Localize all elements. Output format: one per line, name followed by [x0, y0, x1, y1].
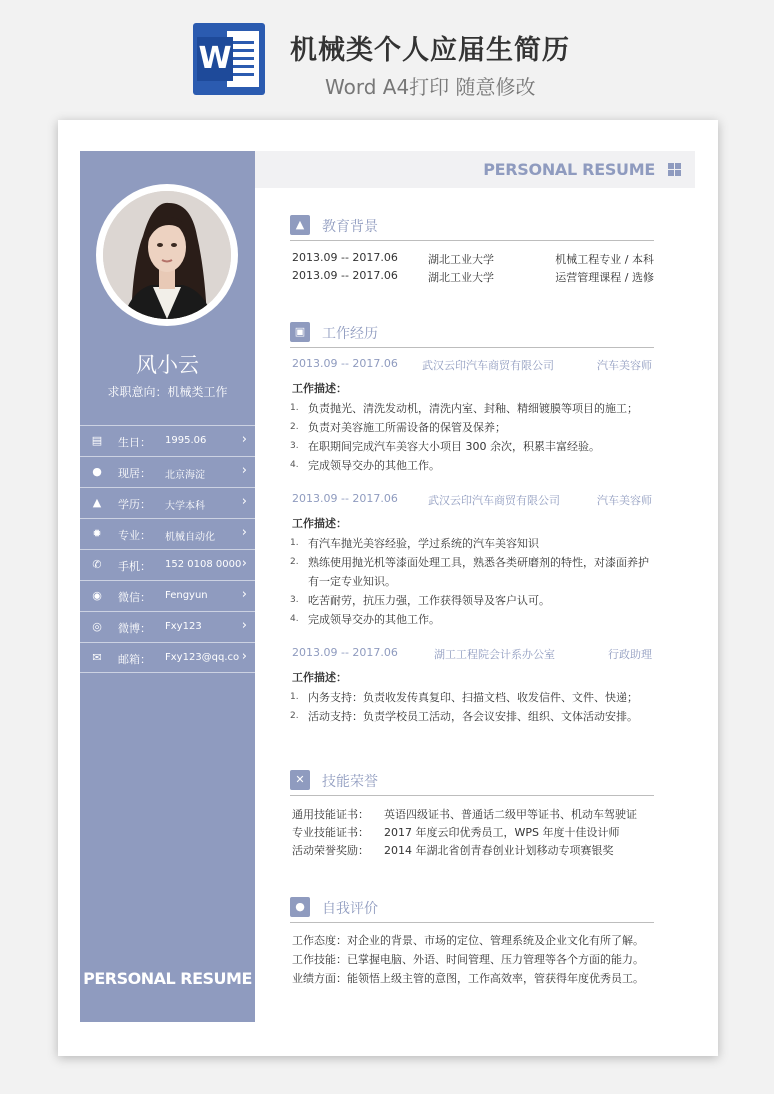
graduation-cap-icon: ▲	[290, 215, 310, 235]
job-duty: 3. 在职期间完成汽车美容大小项目 300 余次，积累丰富经验。	[290, 440, 600, 453]
gear-icon: ✹	[92, 527, 102, 540]
section-title: 自我评价	[322, 901, 378, 917]
chevron-right-icon: ›	[241, 463, 247, 478]
info-label: 手机：	[118, 560, 151, 573]
location-icon: ●	[92, 465, 102, 478]
chevron-right-icon: ›	[241, 587, 247, 602]
job-period: 2013.09 -- 2017.06	[292, 492, 398, 505]
weibo-icon: ◎	[92, 620, 102, 633]
job-duty: 2. 活动支持：负责学校员工活动，各会议安排、组织、文体活动安排。	[290, 710, 638, 723]
job-desc-label: 工作描述：	[292, 671, 347, 684]
skill-value: 英语四级证书、普通话二级甲等证书、机动车驾驶证	[384, 808, 637, 821]
edu-period: 2013.09 -- 2017.06	[292, 251, 398, 264]
job-duty: 2. 熟练使用抛光机等漆面处理工具，熟悉各类研磨剂的特性，对漆面养护有一定专业知识。	[290, 556, 649, 588]
skill-row	[290, 840, 654, 858]
info-label: 专业：	[118, 529, 151, 542]
info-value: Fxy123	[165, 621, 202, 632]
info-label: 微博：	[118, 622, 151, 635]
resume-page	[58, 120, 718, 1056]
info-item-email[interactable]	[80, 642, 255, 673]
job-role: 行政助理	[608, 648, 652, 661]
education-section	[290, 215, 654, 285]
eval-line: 业绩方面：能领悟上级主管的意图，工作高效率，管获得年度优秀员工。	[292, 972, 644, 985]
mail-icon: ✉	[92, 651, 102, 664]
edu-period: 2013.09 -- 2017.06	[292, 269, 398, 282]
graduation-icon: ▲	[92, 496, 102, 509]
wechat-icon: ◉	[92, 589, 102, 602]
section-header	[290, 322, 654, 348]
header-banner	[0, 0, 774, 115]
job-duty: 1. 有汽车抛光美容经验，学过系统的汽车美容知识	[290, 537, 539, 550]
job-desc-label: 工作描述：	[292, 517, 347, 530]
sidebar-footer-title: PERSONAL RESUME	[83, 969, 252, 988]
work-section	[290, 322, 654, 726]
section-title: 工作经历	[322, 326, 378, 342]
job-role: 汽车美容师	[597, 494, 652, 507]
top-strip-title: PERSONAL RESUME	[483, 160, 655, 179]
section-title: 教育背景	[322, 219, 378, 235]
job-desc-label: 工作描述：	[292, 382, 347, 395]
eval-line: 工作态度：对企业的背景、市场的定位、管理系统及企业文化有所了解。	[292, 934, 644, 947]
info-item-phone[interactable]	[80, 549, 255, 580]
info-item-weibo[interactable]	[80, 611, 255, 642]
job-company: 湖工工程院会计系办公室	[434, 648, 555, 661]
chevron-right-icon: ›	[241, 525, 247, 540]
word-logo-letter: W	[197, 37, 233, 81]
job-header	[290, 487, 654, 509]
job-company: 武汉云印汽车商贸有限公司	[422, 359, 554, 372]
section-title: 技能荣誉	[322, 774, 378, 790]
banner-subtitle: Word A4打印 随意修改	[325, 75, 536, 99]
chevron-right-icon: ›	[241, 618, 247, 633]
info-item-degree[interactable]	[80, 487, 255, 518]
job-duty: 3. 吃苦耐劳，抗压力强，工作获得领导及客户认可。	[290, 594, 550, 607]
avatar-frame	[96, 184, 238, 326]
person-icon: ●	[290, 897, 310, 917]
info-value: Fengyun	[165, 590, 208, 601]
skill-key: 专业技能证书：	[292, 826, 369, 839]
skill-value: 2017 年度云印优秀员工，WPS 年度十佳设计师	[384, 826, 620, 839]
info-item-birthday[interactable]	[80, 425, 255, 456]
job-role: 汽车美容师	[597, 359, 652, 372]
self-eval-section	[290, 897, 654, 988]
job-header	[290, 352, 654, 374]
chevron-right-icon: ›	[241, 556, 247, 571]
info-item-wechat[interactable]	[80, 580, 255, 611]
word-logo-icon	[193, 23, 265, 95]
education-row	[290, 267, 654, 285]
section-header	[290, 215, 654, 241]
resume-sidebar	[80, 151, 255, 1022]
info-value: 1995.06	[165, 435, 207, 446]
info-item-residence[interactable]	[80, 456, 255, 487]
skill-key: 活动荣誉奖励：	[292, 844, 369, 857]
job-duty: 4. 完成领导交办的其他工作。	[290, 459, 440, 472]
info-label: 生日：	[118, 436, 151, 449]
job-duty: 1. 内务支持：负责收发传真复印、扫描文档、收发信件、文件、快递；	[290, 691, 638, 704]
avatar-portrait-icon	[103, 191, 231, 319]
tools-icon: ✕	[290, 770, 310, 790]
calendar-icon: ▤	[91, 434, 103, 447]
job-company: 武汉云印汽车商贸有限公司	[428, 494, 560, 507]
info-value: 机械自动化	[165, 532, 215, 543]
job-duty: 4. 完成领导交办的其他工作。	[290, 613, 440, 626]
info-value: 北京海淀	[165, 470, 205, 481]
skills-section	[290, 770, 654, 858]
skill-key: 通用技能证书：	[292, 808, 369, 821]
windows-grid-icon	[668, 163, 681, 176]
edu-major: 机械工程专业 / 本科	[555, 253, 654, 266]
avatar	[103, 191, 231, 319]
skill-row	[290, 822, 654, 840]
chevron-right-icon: ›	[241, 494, 247, 509]
edu-school: 湖北工业大学	[428, 271, 494, 284]
banner-title: 机械类个人应届生简历	[290, 35, 570, 66]
info-item-major[interactable]	[80, 518, 255, 549]
info-label: 邮箱：	[118, 653, 151, 666]
edu-major: 运营管理课程 / 选修	[555, 271, 654, 284]
section-header	[290, 897, 654, 923]
job-duty: 2. 负责对美容施工所需设备的保管及保养；	[290, 421, 506, 434]
job-intent: 求职意向：机械类工作	[107, 385, 228, 399]
education-row	[290, 249, 654, 267]
info-label: 微信：	[118, 591, 151, 604]
info-value: 152 0108 0000	[165, 559, 242, 570]
job-duty: 1. 负责抛光、清洗发动机，清洗内室、封釉、精细镀膜等项目的施工；	[290, 402, 638, 415]
job-period: 2013.09 -- 2017.06	[292, 357, 398, 370]
edu-school: 湖北工业大学	[428, 253, 494, 266]
info-label: 学历：	[118, 498, 151, 511]
skill-row	[290, 804, 654, 822]
chevron-right-icon: ›	[241, 432, 247, 447]
info-value: 大学本科	[165, 501, 205, 512]
briefcase-icon: ▣	[290, 322, 310, 342]
info-value: Fxy123@qq.co	[165, 652, 240, 663]
job-header	[290, 641, 654, 663]
section-header	[290, 770, 654, 796]
info-label: 现居：	[118, 467, 151, 480]
chevron-right-icon: ›	[241, 649, 247, 664]
candidate-name: 风小云	[136, 353, 199, 377]
top-strip	[255, 151, 695, 188]
job-period: 2013.09 -- 2017.06	[292, 646, 398, 659]
phone-icon: ✆	[92, 558, 102, 571]
skill-value: 2014 年湖北省创青春创业计划移动专项赛银奖	[384, 844, 614, 857]
eval-line: 工作技能：已掌握电脑、外语、时间管理、压力管理等各个方面的能力。	[292, 953, 644, 966]
personal-info-list	[80, 425, 255, 673]
